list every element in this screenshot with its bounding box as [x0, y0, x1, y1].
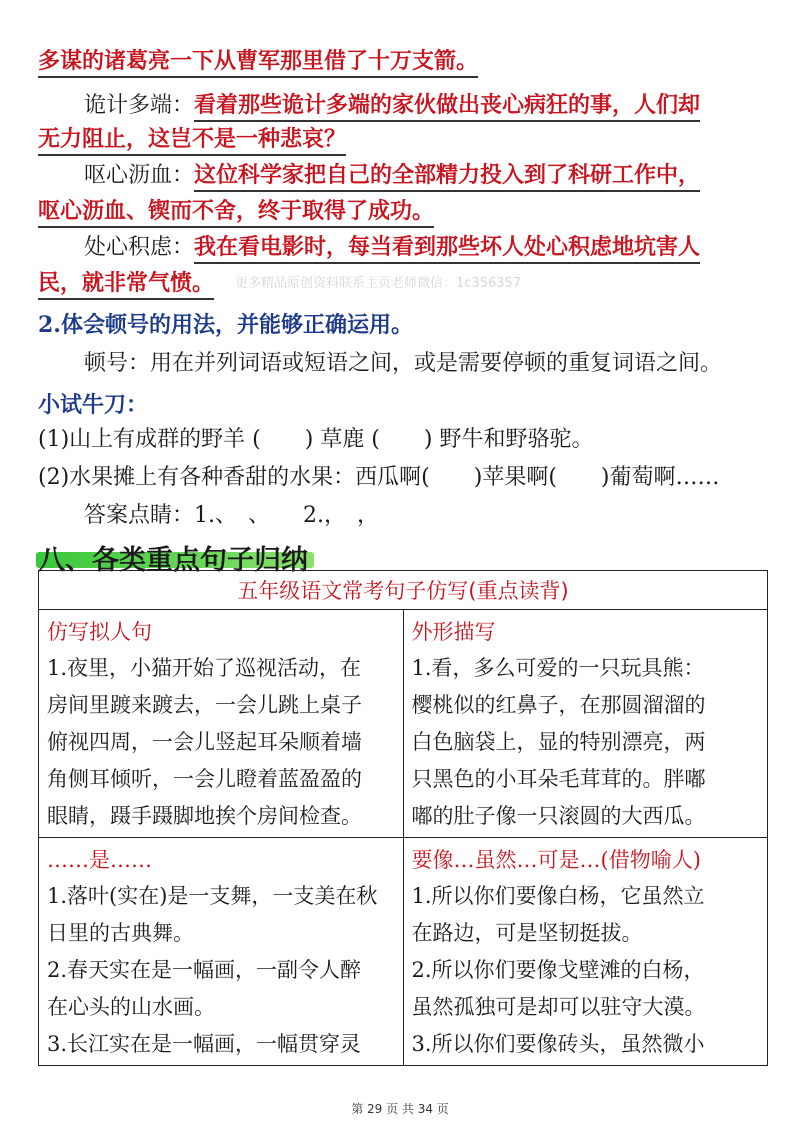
- cell-heading: ……是……: [47, 848, 152, 872]
- idiom-example-text: 民，就非常气愤。: [38, 270, 214, 300]
- idiom-entry: [84, 160, 700, 191]
- cell-line: 角侧耳倾听，一会儿瞪着蓝盈盈的: [47, 767, 362, 791]
- cell-line: 1.夜里，小猫开始了巡视活动，在: [47, 656, 362, 680]
- cell-line: 俯视四周，一会儿竖起耳朵顺着墙: [47, 730, 362, 754]
- definition-text: 顿号：用在并列词语或短语之间，或是需要停顿的重复词语之间。: [84, 351, 723, 376]
- cell-line: 房间里踱来踱去，一会儿跳上桌子: [47, 693, 362, 717]
- cell-line: 日里的古典舞。: [47, 921, 194, 945]
- section-title: 八、各类重点句子归纳: [38, 545, 308, 576]
- cell-heading: 仿写拟人句: [47, 620, 152, 644]
- cell-line: 嘟的肚子像一只滚圆的大西瓜。: [411, 804, 706, 828]
- idiom-term: 诡计多端：: [84, 93, 195, 118]
- table-cell-metaphor: [403, 838, 768, 1066]
- cell-line: 2.所以你们要像戈壁滩的白杨，: [411, 958, 705, 982]
- idiom-example-text: 呕心沥血、锲而不舍，终于取得了成功。: [38, 198, 434, 228]
- page-footer: 第 29 页 共 34 页: [351, 1102, 449, 1116]
- practice-question-1: (1)山上有成群的野羊 ( ) 草鹿 ( ) 野牛和野骆驼。: [38, 427, 594, 452]
- table-caption: 五年级语文常考句子仿写(重点读背): [39, 571, 768, 610]
- idiom-term: 呕心沥血：: [84, 163, 195, 188]
- idiom-example-text: 无力阻止，这岂不是一种悲哀？: [38, 126, 346, 156]
- practice-title: 小试牛刀：: [38, 392, 149, 418]
- idiom-example-line: [38, 268, 214, 298]
- cell-line: 3.所以你们要像砖头，虽然微小: [411, 1032, 705, 1056]
- practice-question-2: (2)水果摊上有各种香甜的水果：西瓜啊( )苹果啊( )葡萄啊……: [38, 465, 720, 490]
- cell-heading: 外形描写: [411, 620, 496, 644]
- cell-line: 眼睛，蹑手蹑脚地挨个房间检查。: [47, 804, 362, 828]
- cell-line: 1.看，多么可爱的一只玩具熊：: [411, 656, 705, 680]
- table-cell-appearance: [403, 610, 768, 838]
- cell-line: 在路边，可是坚韧挺拔。: [411, 921, 643, 945]
- cell-line: 1.所以你们要像白杨，它虽然立: [411, 884, 705, 908]
- cell-line: 只黑色的小耳朵毛茸茸的。胖嘟: [411, 767, 706, 791]
- sentence-table: [38, 570, 768, 1066]
- subsection-heading: 2.体会顿号的用法，并能够正确运用。: [38, 312, 413, 338]
- idiom-example-line: [38, 196, 434, 226]
- idiom-example-text: 我在看电影时，每当看到那些坏人处心积虑地坑害人: [194, 234, 700, 264]
- watermark-text: 更多精品原创资料联系主页老师微信：1c356357: [235, 276, 522, 291]
- cell-line: 虽然孤独可是却可以驻守大漠。: [411, 995, 706, 1019]
- table-cell-is-pattern: [39, 838, 404, 1066]
- idiom-entry: [84, 90, 700, 121]
- cell-line: 3.长江实在是一幅画，一幅贯穿灵: [47, 1032, 362, 1056]
- idiom-example-line: [38, 124, 346, 154]
- answer-text: 答案点睛：1.、 、 2.， ，: [84, 503, 379, 528]
- idiom-example-text: 多谋的诸葛亮一下从曹军那里借了十万支箭。: [38, 48, 478, 78]
- cell-line: 在心头的山水画。: [47, 995, 215, 1019]
- cell-heading: 要像…虽然…可是…(借物喻人): [411, 848, 701, 872]
- table-cell-personification: [39, 610, 404, 838]
- idiom-entry: [84, 232, 700, 263]
- idiom-term: 处心积虑：: [84, 235, 195, 260]
- cell-line: 1.落叶(实在)是一支舞，一支美在秋: [47, 884, 378, 908]
- idiom-example-line: [38, 46, 478, 76]
- cell-line: 樱桃似的红鼻子，在那圆溜溜的: [411, 693, 706, 717]
- idiom-example-text: 这位科学家把自己的全部精力投入到了科研工作中，: [194, 162, 700, 192]
- cell-line: 2.春天实在是一幅画，一副令人醉: [47, 958, 362, 982]
- cell-line: 白色脑袋上，显的特别漂亮，两: [411, 730, 706, 754]
- idiom-example-text: 看着那些诡计多端的家伙做出丧心病狂的事，人们却: [194, 92, 700, 122]
